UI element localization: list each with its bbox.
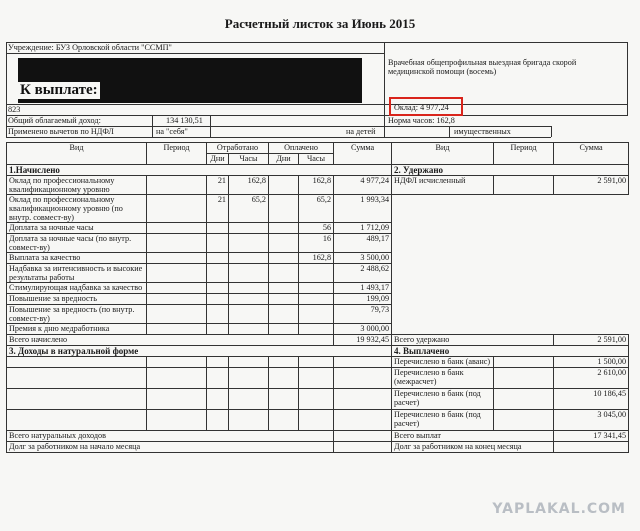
accrual-paid-hours: 65,2 [299, 195, 334, 223]
to-pay-label: К выплате: [20, 82, 98, 98]
col-worked-days: Дни [207, 154, 229, 165]
totals-row [7, 335, 629, 346]
section-header-row [7, 346, 629, 357]
col-period-right: Период [494, 143, 554, 165]
accrual-sum: 3 500,00 [334, 253, 392, 264]
total-paid-sum: 17 341,45 [554, 431, 629, 442]
totals-row [7, 431, 629, 442]
col-paid-days: Дни [269, 154, 299, 165]
column-header-row [7, 143, 629, 154]
payout-sum: 2 610,00 [554, 368, 629, 389]
total-natural-label: Всего натуральных доходов [7, 431, 334, 442]
deduction-on-self: на "себя" [156, 127, 188, 136]
accrual-name: Повышение за вредность (по внутр. совмест-ву) [7, 305, 147, 324]
table-row [7, 234, 629, 253]
taxable-income-value: 134 130,51 [166, 116, 203, 125]
accrual-name: Оклад по профессиональному квалификационному уровню [7, 176, 147, 195]
col-vid-right: Вид [392, 143, 494, 165]
table-row [7, 368, 629, 389]
section-natural-income: 3. Доходы в натуральной форме [7, 346, 392, 357]
accrual-name: Доплата за ночные часы (по внутр. совмест-ву) [7, 234, 147, 253]
table-row [7, 195, 629, 223]
payout-name: Перечислено в банк (межрасчет) [392, 368, 494, 389]
withholding-name: НДФЛ исчисленный [392, 176, 494, 195]
deduction-children: на детей [346, 127, 376, 136]
accrual-sum: 1 712,09 [334, 223, 392, 234]
table-row [7, 389, 629, 410]
col-period-left: Период [147, 143, 207, 165]
table-row [7, 294, 629, 305]
accrual-sum: 489,17 [334, 234, 392, 253]
accrual-name: Повышение за вредность [7, 294, 147, 305]
total-withheld-sum: 2 591,00 [554, 335, 629, 346]
withholding-sum: 2 591,00 [554, 176, 629, 195]
accrual-paid-hours: 56 [299, 223, 334, 234]
accrual-days: 21 [207, 176, 229, 195]
deduction-property: имущественных [454, 127, 511, 136]
section-accrued: 1.Начислено [7, 165, 392, 176]
institution-label: Учреждение: БУЗ Орловской области "ССМП" [8, 43, 172, 52]
payslip-header [6, 42, 628, 143]
table-row [7, 176, 629, 195]
payout-name: Перечислено в банк (аванс) [392, 357, 494, 368]
salary-highlight-box [389, 97, 463, 116]
accrual-sum: 1 993,34 [334, 195, 392, 223]
total-withheld-label: Всего удержано [392, 335, 554, 346]
table-row [7, 305, 629, 324]
accrual-paid-hours: 162,8 [299, 253, 334, 264]
page-title: Расчетный листок за Июнь 2015 [224, 16, 416, 31]
accrual-sum: 3 000,00 [334, 324, 392, 335]
accrual-days: 21 [207, 195, 229, 223]
payout-sum: 10 186,45 [554, 389, 629, 410]
section-paid-out: 4. Выплачено [392, 346, 629, 357]
accrual-sum: 79,73 [334, 305, 392, 324]
payout-sum: 1 500,00 [554, 357, 629, 368]
payout-sum: 3 045,00 [554, 410, 629, 431]
accrual-name: Выплата за качество [7, 253, 147, 264]
col-paid-hours: Часы [299, 154, 334, 165]
total-accrued-label: Всего начислено [7, 335, 334, 346]
accrual-name: Премия к дню медработника [7, 324, 147, 335]
payout-name: Перечислено в банк (под расчет) [392, 410, 494, 431]
accrual-worked-hours: 65,2 [229, 195, 269, 223]
accrual-sum: 1 493,17 [334, 283, 392, 294]
section-header-row [7, 165, 629, 176]
salary-value: Оклад: 4 977,24 [394, 103, 449, 112]
accrual-paid-hours: 16 [299, 234, 334, 253]
col-sum-right: Сумма [554, 143, 629, 165]
col-paid: Оплачено [269, 143, 334, 154]
taxable-income-label: Общий облагаемый доход: [8, 116, 101, 125]
accrual-name: Оклад по профессиональному квалификационному уровню (по внутр. совмест-ву) [7, 195, 147, 223]
table-row [7, 264, 629, 283]
accrual-name: Стимулирующая надбавка за качество [7, 283, 147, 294]
payout-name: Перечислено в банк (под расчет) [392, 389, 494, 410]
accrual-worked-hours: 162,8 [229, 176, 269, 195]
accrual-paid-hours: 162,8 [299, 176, 334, 195]
norm-hours: Норма часов: 162,8 [388, 116, 455, 125]
brigade-name: Врачебная общепрофильная выездная бригада скорой медицинской помощи (восемь) [388, 58, 577, 77]
debt-start-label: Долг за работником на начало месяца [7, 442, 334, 453]
accrual-sum: 2 488,62 [334, 264, 392, 283]
table-row [7, 410, 629, 431]
accrual-sum: 4 977,24 [334, 176, 392, 195]
debt-row [7, 442, 629, 453]
col-worked-hours: Часы [229, 154, 269, 165]
col-worked: Отработано [207, 143, 269, 154]
section-withheld: 2. Удержано [392, 165, 629, 176]
table-row [7, 324, 629, 335]
tax-deduction-label: Применено вычетов по НДФЛ [8, 127, 114, 136]
payslip-table [6, 142, 629, 453]
col-sum-left: Сумма [334, 143, 392, 165]
accrual-name: Доплата за ночные часы [7, 223, 147, 234]
accrual-name: Надбавка за интенсивность и высокие результаты работы [7, 264, 147, 283]
employee-code: 823 [8, 105, 21, 114]
total-paid-label: Всего выплат [392, 431, 554, 442]
table-row [7, 283, 629, 294]
accrual-sum: 199,09 [334, 294, 392, 305]
table-row [7, 357, 629, 368]
table-row [7, 223, 629, 234]
watermark-logo: YAPLAKAL.COM [492, 501, 626, 517]
table-row [7, 253, 629, 264]
col-vid-left: Вид [7, 143, 147, 165]
total-accrued-sum: 19 932,45 [334, 335, 392, 346]
debt-end-label: Долг за работником на конец месяца [392, 442, 554, 453]
